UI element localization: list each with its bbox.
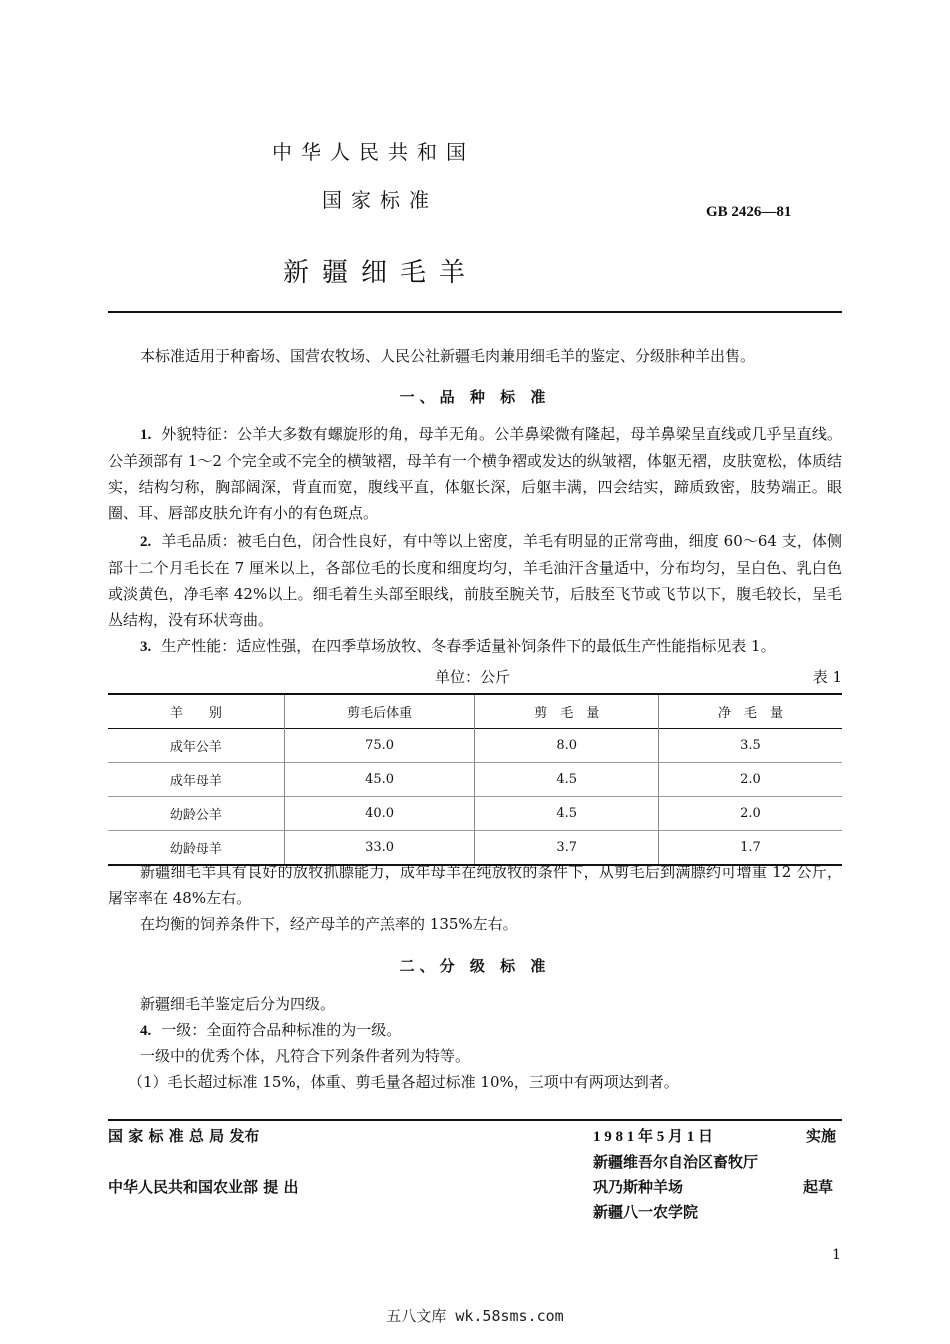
drafter-1: 新疆维吾尔自治区畜牧厅	[593, 1153, 759, 1171]
item-text: 外貌特征：公羊大多数有螺旋形的角，母羊无角。公羊鼻梁微有隆起，母羊鼻梁呈直线或几乎呈直线。公羊颈部有 1～2 个完全或不完全的横皱褶，母羊有一个横争褶或发达的纵皱褶，体躯无褶，皮肤宽松，体质结实，结构匀称，胸部阔深，背直而宽，腹线平直，体躯长深，后躯丰满，四会结实，蹄质致密，肢势端正。眼圈、耳、唇部皮肤允许有小的有色斑点。	[108, 425, 842, 522]
item-1	[108, 421, 842, 526]
table-cell: 幼龄母羊	[169, 842, 222, 857]
lambing-paragraph: 在均衡的饲养条件下，经产母羊的产羔率的 135%左右。	[140, 915, 518, 933]
table-row	[108, 797, 842, 831]
col-header: 净 毛 量	[658, 694, 842, 729]
table-cell: 2.0	[658, 797, 842, 831]
table-cell: 幼龄公羊	[169, 808, 222, 823]
grading-intro: 新疆细毛羊鉴定后分为四级。	[140, 995, 336, 1013]
item-number: 2.	[140, 534, 152, 550]
document-title: 新疆细毛羊	[283, 258, 479, 288]
production-table	[108, 693, 842, 866]
page-number: 1	[832, 1247, 841, 1263]
special-grade-paragraph: 一级中的优秀个体，凡符合下列条件者列为特等。	[140, 1047, 471, 1065]
drafter-3: 新疆八一农学院	[593, 1203, 699, 1221]
table-label: 表 1	[812, 668, 842, 686]
section-heading-2: 二、分 级 标 准	[399, 957, 551, 975]
table-cell: 3.5	[658, 729, 842, 763]
draft-label: 起草	[803, 1178, 834, 1196]
country-heading: 中华人民共和国	[272, 140, 475, 164]
item-3	[108, 633, 842, 660]
table-cell: 3.7	[475, 831, 659, 866]
implement-label: 实施	[806, 1127, 837, 1145]
table-cell: 2.0	[658, 763, 842, 797]
implementation-date: 1 9 8 1 年 5 月 1 日	[593, 1129, 714, 1145]
watermark: 五八文库 wk.58sms.com	[386, 1307, 564, 1325]
standard-type: 国家标准	[322, 188, 438, 212]
table-cell: 1.7	[658, 831, 842, 866]
item-4	[108, 1017, 842, 1044]
drafter-2: 巩乃斯种羊场	[593, 1178, 684, 1196]
item-number: 1.	[140, 427, 152, 443]
proposer: 中华人民共和国农业部 提 出	[108, 1178, 299, 1196]
col-header: 剪毛后体重	[284, 694, 475, 729]
table-header-row	[108, 694, 842, 729]
item-text: 一级：全面符合品种标准的为一级。	[161, 1021, 402, 1039]
item-2	[108, 528, 842, 633]
footer-divider	[108, 1119, 842, 1121]
col-header: 羊 别	[169, 706, 222, 721]
table-cell: 40.0	[284, 797, 475, 831]
publisher: 国 家 标 准 总 局 发布	[108, 1127, 260, 1145]
table-row	[108, 729, 842, 763]
standard-code: GB 2426—81	[706, 204, 792, 220]
table-cell: 4.5	[475, 797, 659, 831]
title-divider	[108, 311, 842, 313]
table-unit: 单位：公斤	[435, 668, 511, 686]
table-cell: 75.0	[284, 729, 475, 763]
table-row	[108, 763, 842, 797]
table-cell: 成年公羊	[169, 740, 222, 755]
table-cell: 8.0	[475, 729, 659, 763]
item-text: 羊毛品质：被毛白色，闭合性良好，有中等以上密度，羊毛有明显的正常弯曲，细度 60～64 支，体侧部十二个月毛长在 7 厘米以上，各部位毛的长度和细度均匀，羊毛油汗含量适中，分布均匀，呈白色、乳白色或淡黄色，净毛率 42%以上。细毛着生头部至眼线，前肢至腕关节，后肢至飞节或飞节以下，腹毛较长，呈毛丛结构，没有环状弯曲。	[108, 532, 842, 629]
grazing-paragraph: 新疆细毛羊具有良好的放牧抓膘能力，成年母羊在纯放牧的条件下，从剪毛后到满膘约可增重 12 公斤，屠宰率在 48%左右。	[108, 863, 842, 907]
item-text: 生产性能：适应性强，在四季草场放牧、冬春季适量补饲条件下的最低生产性能指标见表 1。	[161, 637, 776, 655]
section-heading-1: 一、品 种 标 准	[399, 388, 551, 406]
item-number: 3.	[140, 639, 152, 655]
table-cell: 45.0	[284, 763, 475, 797]
col-header: 剪 毛 量	[475, 694, 659, 729]
table-cell: 4.5	[475, 763, 659, 797]
condition-1: （1）毛长超过标准 15%，体重、剪毛量各超过标准 10%，三项中有两项达到者。	[128, 1073, 679, 1091]
item-number: 4.	[140, 1023, 152, 1039]
table-cell: 33.0	[284, 831, 475, 866]
intro-paragraph: 本标准适用于种畜场、国营农牧场、人民公社新疆毛肉兼用细毛羊的鉴定、分级胩种羊出售。	[140, 347, 756, 365]
table-cell: 成年母羊	[169, 774, 222, 789]
